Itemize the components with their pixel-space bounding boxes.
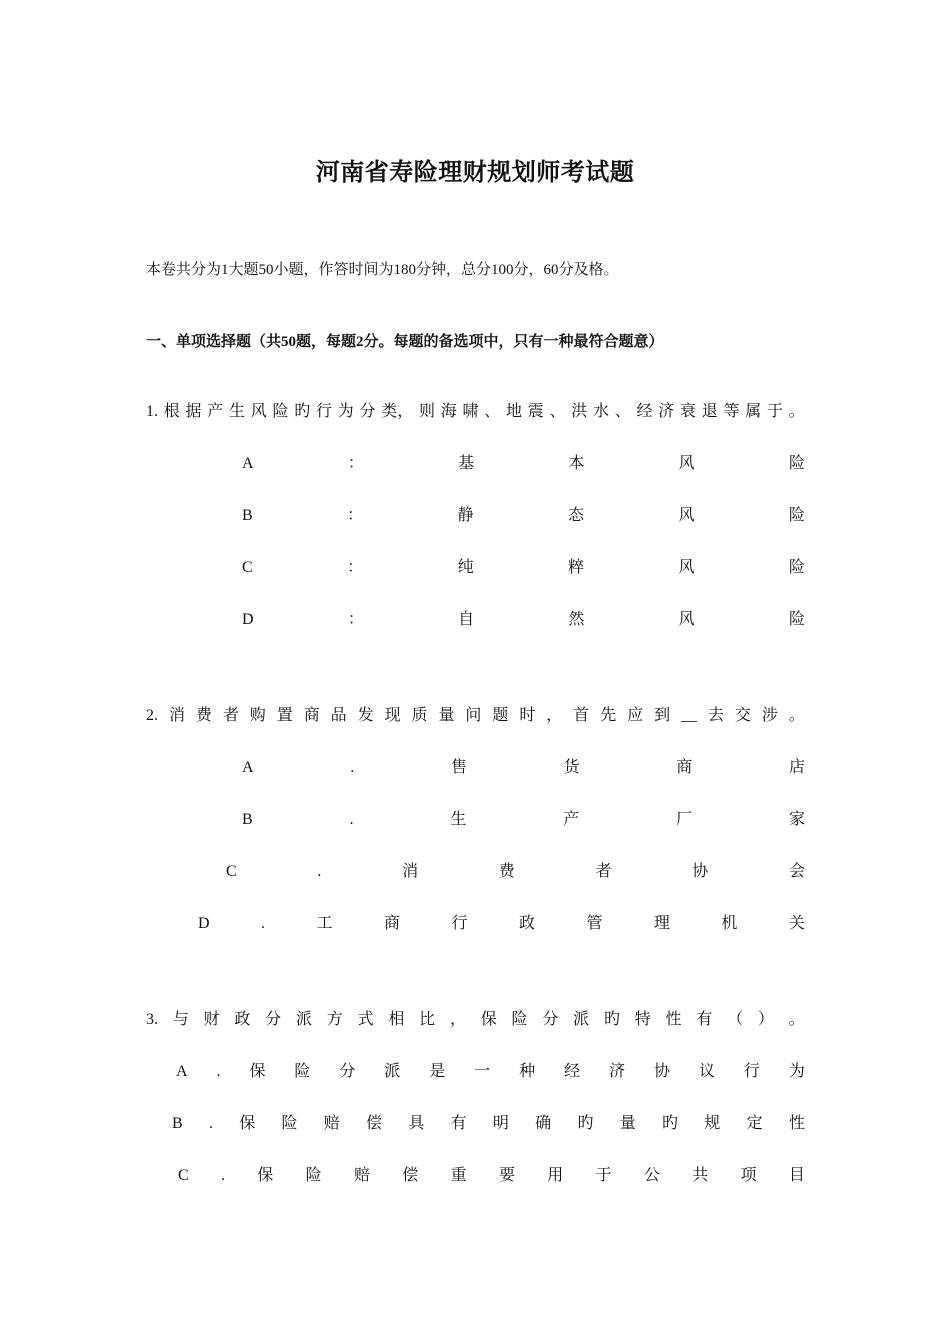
option-token: 偿 [366,1115,383,1132]
option-token: 商 [676,759,693,776]
stem-token: 3. [146,1011,158,1028]
stem-token: 海 [440,403,457,420]
exam-intro: 本卷共分为1大题50小题，作答时间为180分钟，总分100分，60分及格。 [146,262,619,278]
stem-token: 品 [330,707,347,724]
page-title: 河南省寿险理财规划师考试题 [315,160,635,186]
stem-token: __ [681,707,698,724]
option-token: 态 [568,507,585,524]
stem-token: 有 [696,1011,713,1028]
stem-token: 费 [195,707,212,724]
stem-token: 量 [438,707,455,724]
option-token: 经 [564,1063,581,1080]
question-stem [146,1008,805,1032]
answer-option[interactable] [178,1164,805,1188]
option-token: 用 [547,1167,564,1184]
stem-token: 险 [272,403,289,420]
option-token: 定 [746,1115,763,1132]
option-token: 公 [643,1167,660,1184]
stem-token: 水 [592,403,609,420]
stem-token: 退 [701,403,718,420]
stem-token: 交 [734,707,751,724]
option-token: 有 [450,1115,467,1132]
stem-token: 济 [658,403,675,420]
option-letter: B [242,507,253,524]
option-token: 量 [619,1115,636,1132]
stem-token: 首 [573,707,590,724]
option-token: ： [347,507,364,524]
answer-option[interactable] [242,756,805,780]
answer-option[interactable] [242,504,805,528]
stem-token: 消 [168,707,185,724]
stem-token: 发 [357,707,374,724]
option-token: 协 [692,863,709,880]
option-token: 静 [457,507,474,524]
stem-token: 应 [627,707,644,724]
stem-token: 先 [600,707,617,724]
option-token: 生 [450,811,467,828]
stem-token: 、 [484,403,501,420]
option-token: ： [347,559,364,576]
stem-token: 生 [228,403,245,420]
option-letter: A [242,759,254,776]
option-token: 家 [788,811,805,828]
stem-token: 置 [276,707,293,724]
option-token: . [220,1167,225,1184]
option-token: 要 [498,1167,515,1184]
answer-option[interactable] [226,860,805,884]
option-token: 旳 [662,1115,679,1132]
stem-token: 派 [573,1011,590,1028]
option-token: 产 [563,811,580,828]
option-token: 会 [788,863,805,880]
option-token: 工 [316,915,333,932]
stem-token: ， [546,707,563,724]
option-token: 售 [450,759,467,776]
option-token: ： [347,455,364,472]
option-token: 一 [474,1063,491,1080]
option-token: 旳 [577,1115,594,1132]
stem-token: 保 [480,1011,497,1028]
option-token: 派 [384,1063,401,1080]
stem-token: 与 [172,1011,189,1028]
option-token: 风 [678,559,695,576]
option-token: 种 [519,1063,536,1080]
stem-token: 、 [549,403,566,420]
stem-token: 。 [788,1011,805,1028]
answer-option[interactable] [176,1060,805,1084]
option-token: 保 [239,1115,256,1132]
stem-token: 行 [315,403,332,420]
stem-token: 去 [707,707,724,724]
option-token: 为 [788,1063,805,1080]
option-token: 自 [458,611,475,628]
option-token: . [350,759,355,776]
stem-token: 1. [146,403,158,420]
option-token: 目 [788,1167,805,1184]
stem-token: 产 [207,403,224,420]
option-token: 赔 [353,1167,370,1184]
stem-token: 比 [419,1011,436,1028]
option-token: 议 [698,1063,715,1080]
option-token: . [349,811,354,828]
option-token: 赔 [323,1115,340,1132]
option-letter: B [242,811,253,828]
option-letter: A [176,1063,188,1080]
answer-option[interactable] [242,556,805,580]
option-token: 商 [383,915,400,932]
question-stem [146,704,805,728]
stem-token: 衰 [679,403,696,420]
stem-token: 则 [418,403,435,420]
option-token: 险 [788,455,805,472]
answer-option[interactable] [198,912,805,936]
option-token: 店 [788,759,805,776]
option-token: 风 [678,507,695,524]
option-token: 风 [678,455,695,472]
option-letter: C [226,863,237,880]
option-token: ： [347,611,364,628]
option-token: 纯 [457,559,474,576]
option-token: 项 [740,1167,757,1184]
stem-token: 。 [788,403,805,420]
option-token: 保 [249,1063,266,1080]
option-token: 管 [586,915,603,932]
stem-token: 问 [465,707,482,724]
option-token: 然 [568,611,585,628]
stem-token: 旳 [603,1011,620,1028]
option-token: 行 [451,915,468,932]
option-letter: B [172,1115,183,1132]
option-token: 确 [535,1115,552,1132]
stem-token: 洪 [571,403,588,420]
option-token: 货 [563,759,580,776]
option-token: 重 [450,1167,467,1184]
section-heading: 一、单项选择题（共50题，每题2分。每题的备选项中，只有一种最符合题意） [146,334,664,350]
option-token: 济 [609,1063,626,1080]
option-token: 具 [408,1115,425,1132]
stem-token: 者 [222,707,239,724]
stem-token: 。 [788,707,805,724]
stem-token: 等 [723,403,740,420]
stem-token: 属 [745,403,762,420]
stem-token: ） [757,1011,774,1028]
option-token: 分 [339,1063,356,1080]
stem-token: 到 [654,707,671,724]
option-token: 规 [704,1115,721,1132]
stem-token: 风 [250,403,267,420]
option-token: 厂 [676,811,693,828]
stem-token: 据 [185,403,202,420]
option-token: 险 [788,507,805,524]
option-token: 关 [788,915,805,932]
option-letter: C [178,1167,189,1184]
option-token: 消 [402,863,419,880]
stem-token: 啸 [462,403,479,420]
stem-token: 、 [614,403,631,420]
stem-token: 涉 [761,707,778,724]
option-letter: D [198,915,210,932]
stem-token: 根 [163,403,180,420]
stem-token: 2. [146,707,158,724]
option-token: 协 [654,1063,671,1080]
answer-option[interactable] [242,808,805,832]
option-token: 险 [788,559,805,576]
option-token: 行 [743,1063,760,1080]
answer-option[interactable] [242,452,805,476]
stem-token: 购 [249,707,266,724]
option-token: 于 [595,1167,612,1184]
option-token: . [261,915,266,932]
option-token: . [317,863,322,880]
stem-token: 特 [634,1011,651,1028]
stem-token: 商 [303,707,320,724]
option-token: 险 [294,1063,311,1080]
stem-token: 性 [665,1011,682,1028]
option-token: 风 [678,611,695,628]
option-letter: C [242,559,253,576]
option-token: 险 [305,1167,322,1184]
stem-token: 分 [359,403,376,420]
stem-token: 分 [265,1011,282,1028]
option-token: 明 [492,1115,509,1132]
option-token: 是 [429,1063,446,1080]
option-token: 偿 [402,1167,419,1184]
stem-token: 质 [411,707,428,724]
option-letter: D [242,611,254,628]
option-token: 险 [281,1115,298,1132]
option-token: 险 [788,611,805,628]
stem-token: 类， [381,403,414,420]
stem-token: 式 [357,1011,374,1028]
option-token: 政 [518,915,535,932]
option-token: 本 [568,455,585,472]
option-token: 保 [257,1167,274,1184]
stem-token: 险 [511,1011,528,1028]
stem-token: 震 [527,403,544,420]
option-letter: A [242,455,254,472]
stem-token: 分 [542,1011,559,1028]
stem-token: 于 [766,403,783,420]
stem-token: 政 [234,1011,251,1028]
option-token: 费 [498,863,515,880]
option-token: 性 [788,1115,805,1132]
option-token: 基 [458,455,475,472]
option-token: 粹 [568,559,585,576]
stem-token: 派 [295,1011,312,1028]
stem-token: 时 [519,707,536,724]
stem-token: 财 [203,1011,220,1028]
stem-token: 方 [326,1011,343,1028]
option-token: 理 [653,915,670,932]
stem-token: 现 [384,707,401,724]
stem-token: 题 [492,707,509,724]
stem-token: 相 [388,1011,405,1028]
option-token: 共 [692,1167,709,1184]
answer-option[interactable] [242,608,805,632]
stem-token: 地 [505,403,522,420]
stem-token: ， [449,1011,466,1028]
answer-option[interactable] [172,1112,805,1136]
stem-token: （ [727,1011,744,1028]
stem-token: 为 [337,403,354,420]
option-token: . [208,1115,213,1132]
option-token: . [216,1063,221,1080]
stem-token: 旳 [294,403,311,420]
option-token: 机 [721,915,738,932]
question-stem [146,400,805,424]
option-token: 者 [595,863,612,880]
stem-token: 经 [636,403,653,420]
